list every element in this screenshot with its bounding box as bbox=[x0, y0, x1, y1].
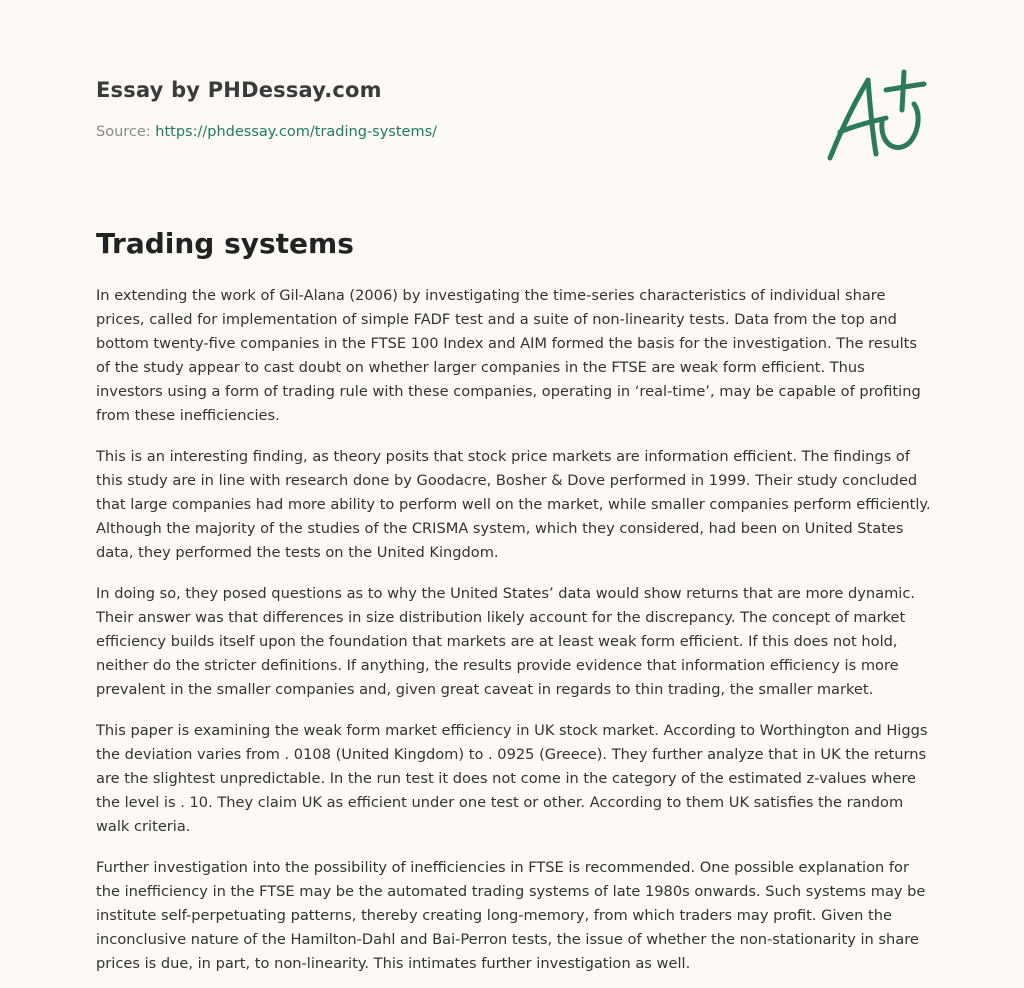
page-header bbox=[96, 76, 796, 142]
article-body bbox=[96, 284, 932, 988]
a-plus-logo-icon bbox=[820, 66, 930, 166]
paragraph: This paper is examining the weak form market efficiency in UK stock market. According to Worthington and Higgs the deviation varies from . 0108 (United Kingdom) to . 0925 (Greece). They further analyze that in UK the returns are the slightest unpredictable. In the run test it does not come in the category of the estimated z-values where the level is . 10. They claim UK as efficient under one test or other. According to them UK satisfies the random walk criteria. bbox=[96, 722, 928, 835]
paragraph: In doing so, they posed questions as to why the United States’ data would show returns that are more dynamic. Their answer was that differences in size distribution likely account for the discrepancy. The concept of market efficiency builds itself upon the foundation that markets are at least weak form efficient. If this does not hold, neither do the stricter definitions. If anything, the results provide evidence that information efficiency is more prevalent in the smaller companies and, given great caveat in regards to thin trading, the smaller market. bbox=[96, 585, 916, 698]
paragraph: This is an interesting finding, as theory posits that stock price markets are information efficient. The findings of this study are in line with research done by Goodacre, Bosher & Dove performed in 1999. Their study concluded that large companies had more ability to perform well on the market, while smaller companies perform efficiently. Although the majority of the studies of the CRISMA system, which they considered, had been on United States data, they performed the tests on the United Kingdom. bbox=[96, 448, 931, 561]
source-link[interactable]: https://phdessay.com/trading-systems/ bbox=[155, 124, 438, 140]
site-brand: Essay by PHDessay.com bbox=[96, 78, 382, 102]
paragraph: In extending the work of Gil-Alana (2006) by investigating the time-series characteristics of individual share prices, called for implementation of simple FADF test and a suite of non-linearity tests. Data from the top and bottom twenty-five companies in the FTSE 100 Index and AIM formed the basis for the investigation. The results of the study appear to cast doubt on whether larger companies in the FTSE are weak form efficient. Thus investors using a form of trading rule with these companies, operating in ‘real-time’, may be capable of profiting from these inefficiencies. bbox=[96, 287, 921, 424]
article-title: Trading systems bbox=[96, 227, 354, 260]
paragraph: Further investigation into the possibility of inefficiencies in FTSE is recommended. One possible explanation for the inefficiency in the FTSE may be the automated trading systems of late 1980s onwards. Such systems may be institute self-perpetuating patterns, thereby creating long-memory, from which traders may profit. Given the inconclusive nature of the Hamilton-Dahl and Bai-Perron tests, the issue of whether the non-stationarity in share prices is due, in part, to non-linearity. This intimates further investigation as well. bbox=[96, 859, 926, 972]
source-label: Source: bbox=[96, 124, 156, 140]
source-line bbox=[96, 122, 796, 142]
